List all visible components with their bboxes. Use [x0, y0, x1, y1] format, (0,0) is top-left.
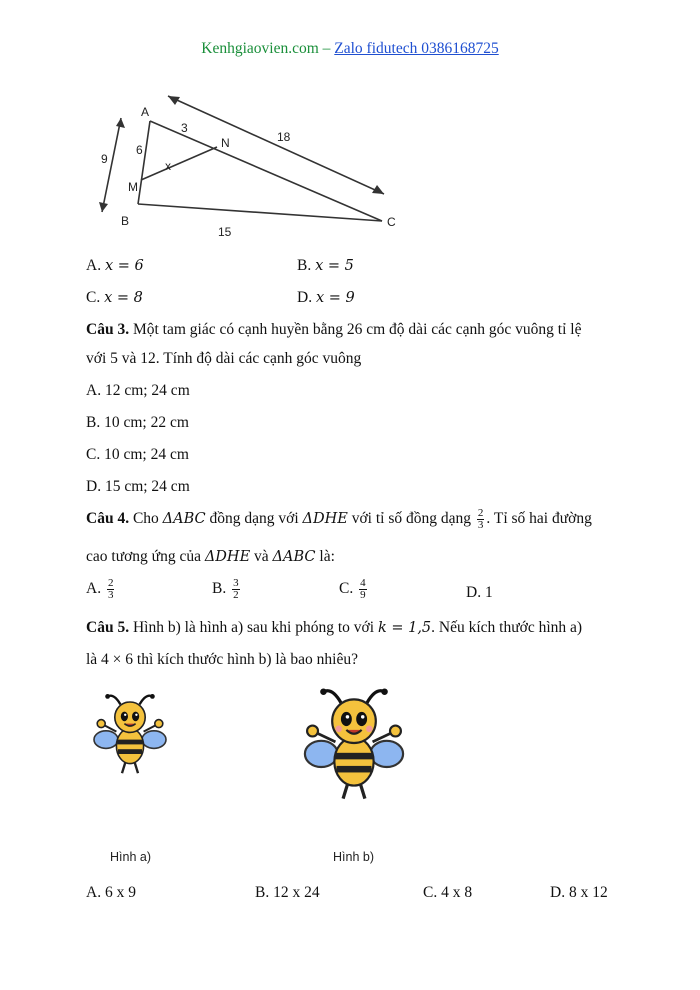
q5-option-c[interactable]: C. 4 x 8	[423, 884, 473, 901]
q5-option-b[interactable]: B. 12 x 24	[255, 884, 320, 901]
label-c: C	[387, 215, 396, 229]
q4-ratio-fraction: $\frac{2}{3}$	[477, 507, 484, 531]
q2-option-d[interactable]: D. x = 9	[297, 289, 355, 306]
q4-option-a[interactable]: A. $\frac{2}{3}$	[86, 577, 114, 601]
q2-option-a[interactable]: A. x = 6	[86, 257, 144, 274]
arrowhead-ab-top	[116, 118, 125, 128]
q4-question: Câu 4. Cho ΔABC đồng dạng với ΔDHE với tỉ số đồng dạng $\frac{2}{3}$ . Tỉ số hai đường	[86, 507, 592, 531]
triangle-figure	[90, 88, 410, 240]
side-bc	[138, 204, 382, 221]
q5-question-line2: là 4 × 6 thì kích thước hình b) là bao nhiêu?	[86, 651, 358, 668]
q4-question-line2: cao tương ứng của ΔDHE và ΔABC là:	[86, 548, 335, 565]
header-separator: –	[318, 40, 335, 57]
q5-option-a[interactable]: A. 6 x 9	[86, 884, 136, 901]
q3-option-a[interactable]: A. 12 cm; 24 cm	[86, 382, 190, 399]
side-ab	[138, 121, 150, 204]
q2-option-b[interactable]: B. x = 5	[297, 257, 354, 274]
q3-question-line2: với 5 và 12. Tính độ dài các cạnh góc vuông	[86, 350, 362, 367]
q3-option-d[interactable]: D. 15 cm; 24 cm	[86, 478, 190, 495]
q3-option-b[interactable]: B. 10 cm; 22 cm	[86, 414, 189, 431]
label-a: A	[141, 105, 150, 119]
segment-mn	[141, 147, 217, 180]
caption-hinh-a: Hình a)	[110, 850, 151, 864]
q2-option-c[interactable]: C. x = 8	[86, 289, 143, 306]
label-six: 6	[136, 143, 143, 157]
q4-option-d[interactable]: D. 1	[466, 584, 493, 601]
q5-option-d[interactable]: D. 8 x 12	[550, 884, 608, 901]
label-eighteen: 18	[277, 130, 291, 144]
label-x: x	[165, 159, 171, 173]
q3-question: Câu 3. Một tam giác có cạnh huyền bằng 26 cm độ dài các cạnh góc vuông tỉ lệ	[86, 321, 582, 338]
side-ac	[150, 121, 382, 221]
q5-question: Câu 5. Hình b) là hình a) sau khi phóng to với k = 1,5. Nếu kích thước hình a)	[86, 619, 583, 636]
q4-option-c[interactable]: C. $\frac{4}{9}$	[339, 577, 366, 601]
bee-image-a	[90, 690, 170, 778]
q4-option-b[interactable]: B. $\frac{3}{2}$	[212, 577, 239, 601]
page-header	[0, 40, 700, 58]
label-m: M	[128, 180, 138, 194]
bee-image-b	[298, 683, 410, 803]
label-fifteen: 15	[218, 225, 232, 239]
label-nine: 9	[101, 152, 108, 166]
label-three: 3	[181, 121, 188, 135]
arrowhead-ab-bottom	[99, 202, 108, 212]
header-site-link[interactable]: Kenhgiaovien.com	[201, 40, 319, 57]
label-b: B	[121, 214, 130, 228]
dimension-arrow-ac	[168, 96, 384, 194]
caption-hinh-b: Hình b)	[333, 850, 374, 864]
label-n: N	[221, 136, 230, 150]
q3-option-c[interactable]: C. 10 cm; 24 cm	[86, 446, 189, 463]
header-zalo-link[interactable]: Zalo fidutech 0386168725	[334, 40, 499, 57]
